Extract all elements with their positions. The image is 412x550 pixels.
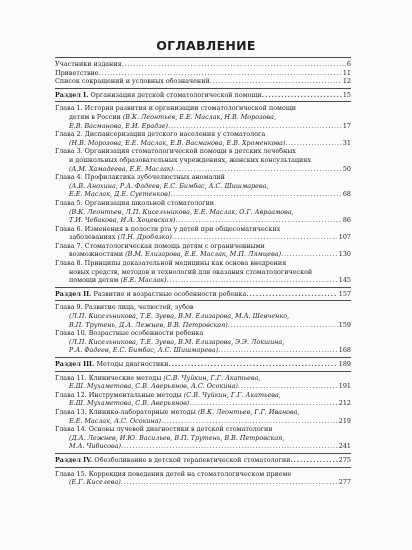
toc-entry[interactable]: Глава 2. Диспансеризация детского населения у стоматолога (Н.В. Морозова, Е.Е. Маслак, Е.В. Васманова, Е.В. Хроменкова) . . . 31 — [55, 130, 351, 147]
section-heading[interactable]: Раздел III. Методы диагностики . . . 189 — [55, 360, 351, 369]
page-title: ОГЛАВЛЕНИЕ — [156, 38, 256, 53]
entry-title: Участники издания — [55, 60, 122, 68]
section-4 — [55, 454, 351, 467]
section-heading[interactable]: Раздел I. Организация детской стоматологической помощи . . . 15 — [55, 91, 351, 100]
toc-entry[interactable]: Глава 6. Изменения в полости рта у детей при общесоматических заболеваниях (Л.Н. Дробязко) . . . 107 — [55, 225, 351, 242]
section-heading[interactable]: Раздел II. Развитие и возрастные особенности ребенка . . . 157 — [55, 290, 351, 299]
toc-entry[interactable]: Глава 12. Инструментальные методы (С.В. Чуйкин, Г.Г. Акатьева, Е.Ш. Мухаметова, С.В. Аверьянов) . . . 212 — [55, 391, 351, 408]
toc-entry[interactable] — [55, 60, 351, 69]
toc-entry[interactable]: Глава 9. Развитие лица, челюстей, зубов (Л.П. Кисельникова, Т.Е. Зуева, В.М. Елизарова, М.А. Шевченко, В.П. Трутень, Д.А. Лежнев, В.В. Петровская) . . . 159 — [55, 303, 351, 329]
toc-entry[interactable] — [55, 69, 351, 78]
table-of-contents — [55, 57, 351, 489]
toc-entry[interactable]: Глава 3. Организация стоматологической помощи в детских лечебных и дошкольных образовательных учреждениях, женских консультациях (А.М. Хамадеева, Е.Е. Маслак) . . . 50 — [55, 147, 351, 173]
toc-entry[interactable]: Глава 4. Профилактика зубочелюстных аномалий (А.В. Анохина, Р.А. Фадеев, Е.С. Бимбас, А.С. Шишмарева, Е.Е. Маслак, Д.Е. Суетенков) . . . 68 — [55, 173, 351, 199]
page-number: 12 — [342, 77, 351, 86]
toc-entry[interactable]: Глава 8. Принципы доказательной медицины как основа внедрения новых средств, методов и технологий для оказания стоматологической помощи детям (Е.Е. Маслак) . . . 145 — [55, 259, 351, 285]
toc-entry[interactable]: Глава 15. Коррекция поведения детей на стоматологическом приеме (Е.Г. Киселева) . . . 277 — [55, 470, 351, 487]
section-3-chapters — [55, 372, 351, 453]
entry-title: Приветствие — [55, 68, 99, 77]
section-2 — [55, 288, 351, 301]
page-number: 11 — [342, 68, 351, 77]
toc-entry[interactable]: Глава 1. История развития и организации стоматологической помощи детям в России (В.К. Леонтьев, Е.Е. Маслак, Н.В. Морозова, Е.В. Васманова, Е.И. Ерадзе) . . . 17 — [55, 104, 351, 130]
toc-entry[interactable]: Глава 13. Клинико-лабораторные методы (В.К. Леонтьев, Г.Г. Иванова, Е.Е. Маслак, А.С. Осокина) . . . 219 — [55, 408, 351, 425]
section-1 — [55, 89, 351, 102]
entry-title: Список сокращений и условных обозначений — [55, 77, 210, 86]
section-2-chapters — [55, 301, 351, 357]
toc-entry[interactable]: Глава 7. Стоматологическая помощь детям с ограниченными возможностями (В.М. Елизарова, Е.Е. Маслак, М.П. Лямцева) . . . 130 — [55, 242, 351, 259]
toc-entry[interactable]: Глава 5. Организация школьной стоматологии (В.К. Леонтьев, Л.П. Кисельникова, Е.Е. Маслак, О.Г. Авраамова, Т.И. Чебакова, И.А. Хоцевская) . . . 86 — [55, 199, 351, 225]
page-number: 6 — [346, 60, 351, 68]
front-matter — [55, 58, 351, 88]
section-heading[interactable]: Раздел IV. Обезболивание в детской терапевтической стоматологии . . . 275 — [55, 456, 351, 465]
toc-entry[interactable]: Глава 14. Основы лучевой диагностики в детской стоматологии (Д.А. Лежнев, И.Ю. Васильев, В.П. Трутень, В.В. Петровская, М.А. Чибисова) . . . 241 — [55, 425, 351, 451]
section-1-chapters — [55, 102, 351, 286]
toc-entry[interactable]: Глава 11. Клинические методы (С.В. Чуйкин, Г.Г. Акатьева, Е.Ш. Мухаметова, С.В. Аверьянов, А.С. Осокина) . . . 191 — [55, 374, 351, 391]
section-3 — [55, 358, 351, 371]
toc-entry[interactable]: Глава 10. Возрастные особенности ребенка (Л.П. Кисельникова, Т.Е. Зуева, В.М. Елизарова, Э.Э. Локшина, Р.А. Фадеев, Е.С. Бимбас, А.С. Шишмарева) . . . 168 — [55, 329, 351, 355]
toc-entry[interactable] — [55, 77, 351, 86]
section-4-chapters — [55, 468, 351, 489]
